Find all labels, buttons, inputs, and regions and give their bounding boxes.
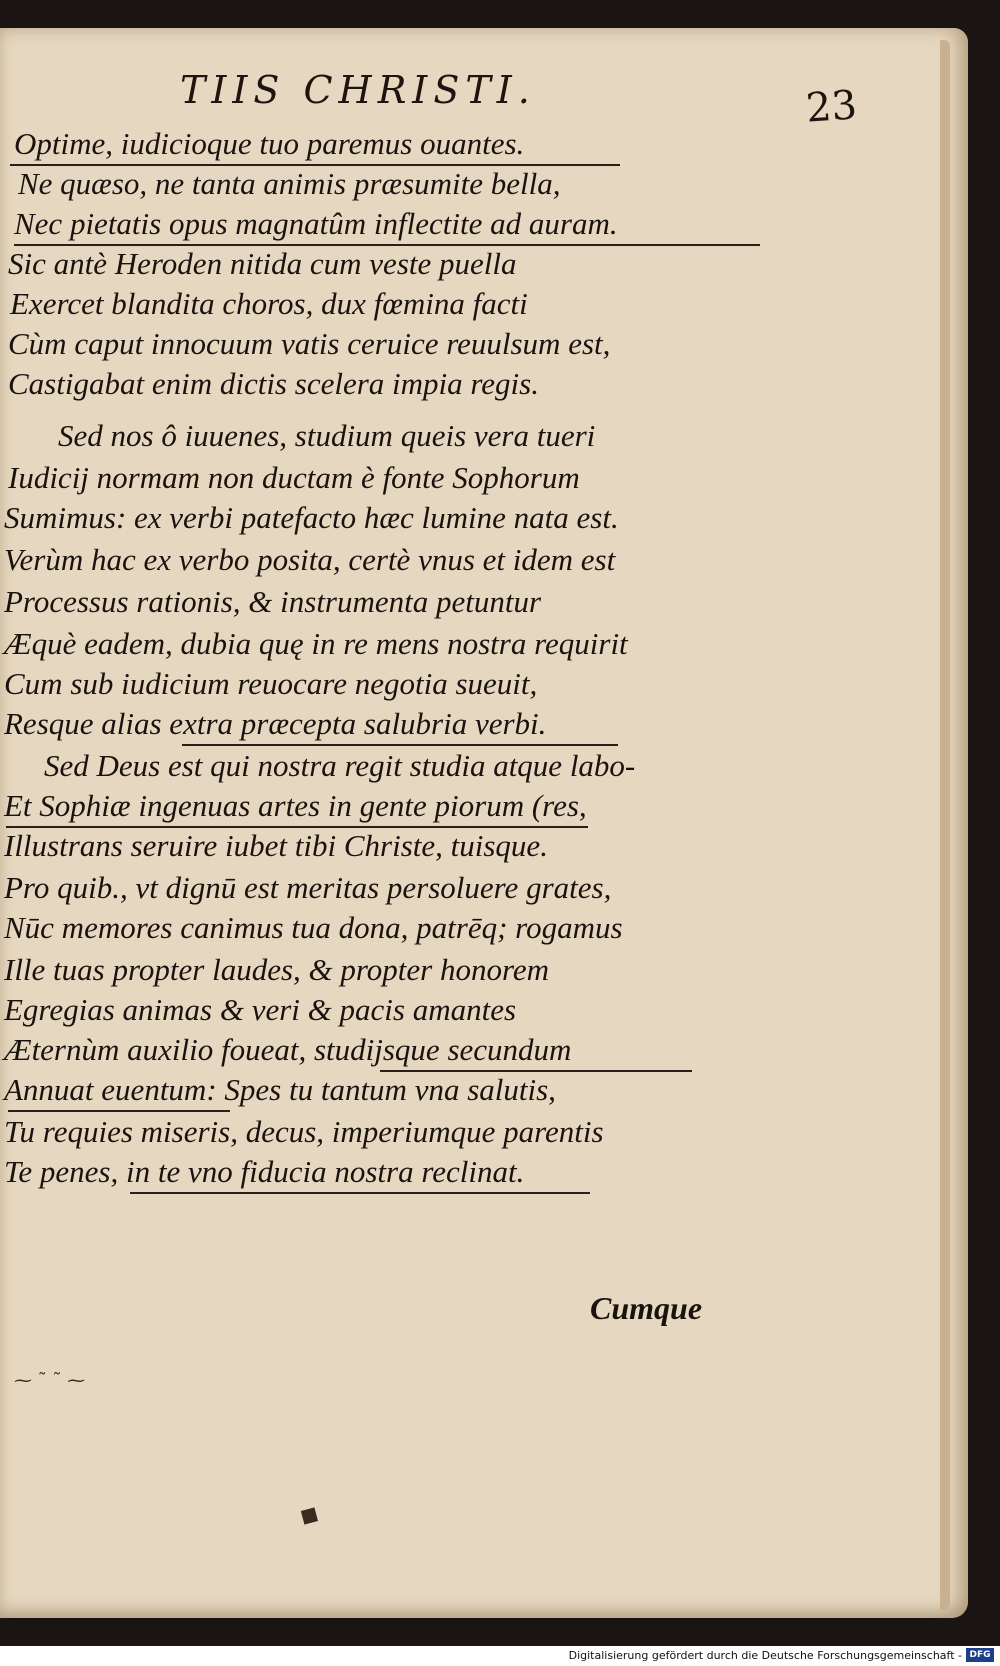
verse-line: Cùm caput innocuum vatis ceruice reuulsum est, xyxy=(8,326,611,361)
verse-line: Nūc memores canimus tua dona, patrēq; rogamus xyxy=(4,910,623,945)
verse-line: Ille tuas propter laudes, & propter honorem xyxy=(4,952,550,987)
verse-line: Resque alias extra præcepta salubria verbi. xyxy=(4,706,547,741)
verse-line: Illustrans seruire iubet tibi Christe, tuisque. xyxy=(4,828,548,863)
verse-line: Æquè eadem, dubia quę in re mens nostra requirit xyxy=(4,626,628,661)
verse-line: Pro quib., vt dignū est meritas persoluere grates, xyxy=(4,870,612,905)
verse-line: Tu requies miseris, decus, imperiumque parentis xyxy=(4,1114,604,1149)
verse-line: Annuat euentum: Spes tu tantum vna salutis, xyxy=(4,1072,556,1107)
digitization-credit: Digitalisierung gefördert durch die Deutsche Forschungsgemeinschaft - xyxy=(568,1649,962,1662)
verse-line: Egregias animas & veri & pacis amantes xyxy=(4,992,517,1027)
handwritten-underline xyxy=(130,1192,590,1194)
verse-line: Verùm hac ex verbo posita, certè vnus et idem est xyxy=(4,542,616,577)
handwritten-underline xyxy=(8,1110,230,1112)
handwritten-underline xyxy=(14,244,760,246)
verse-line: Optime, iudicioque tuo paremus ouantes. xyxy=(14,126,525,161)
verse-line: Æternùm auxilio foueat, studijsque secundum xyxy=(4,1032,572,1067)
verse-line: Sed nos ô iuuenes, studium queis vera tueri xyxy=(58,418,596,453)
verse-line: Sic antè Heroden nitida cum veste puella xyxy=(8,246,517,281)
handwritten-underline xyxy=(6,826,588,828)
verse-line: Nec pietatis opus magnatûm inflectite ad auram. xyxy=(14,206,618,241)
verse-line: Iudicij normam non ductam è fonte Sophorum xyxy=(8,460,580,495)
handwritten-underline xyxy=(182,744,618,746)
verse-line: Processus rationis, & instrumenta petuntur xyxy=(4,584,542,619)
verse-line: Castigabat enim dictis scelera impia regis. xyxy=(8,366,539,401)
verse-line: Te penes, in te vno fiducia nostra reclinat. xyxy=(4,1154,525,1189)
ink-mark: ⁓ ˜ ˜ ⁓ xyxy=(14,1370,86,1391)
page-edge xyxy=(940,40,950,1610)
handwritten-underline xyxy=(380,1070,692,1072)
dfg-logo: DFG xyxy=(966,1648,994,1662)
catchword: Cumque xyxy=(590,1290,703,1326)
verse-line: Sed Deus est qui nostra regit studia atque labo- xyxy=(44,748,636,783)
ink-mark: ◆ xyxy=(293,1497,327,1533)
verse-line: Et Sophiæ ingenuas artes in gente piorum (res, xyxy=(4,788,587,823)
verse-line: Exercet blandita choros, dux fœmina facti xyxy=(10,286,528,321)
page-number: 23 xyxy=(804,82,859,132)
verse-line: Sumimus: ex verbi patefacto hæc lumine nata est. xyxy=(4,500,619,535)
running-title: TIIS CHRISTI. xyxy=(180,68,536,112)
verse-line: Cum sub iudicium reuocare negotia sueuit, xyxy=(4,666,538,701)
handwritten-underline xyxy=(10,164,620,166)
verse-line: Ne quæso, ne tanta animis præsumite bella, xyxy=(18,166,561,201)
